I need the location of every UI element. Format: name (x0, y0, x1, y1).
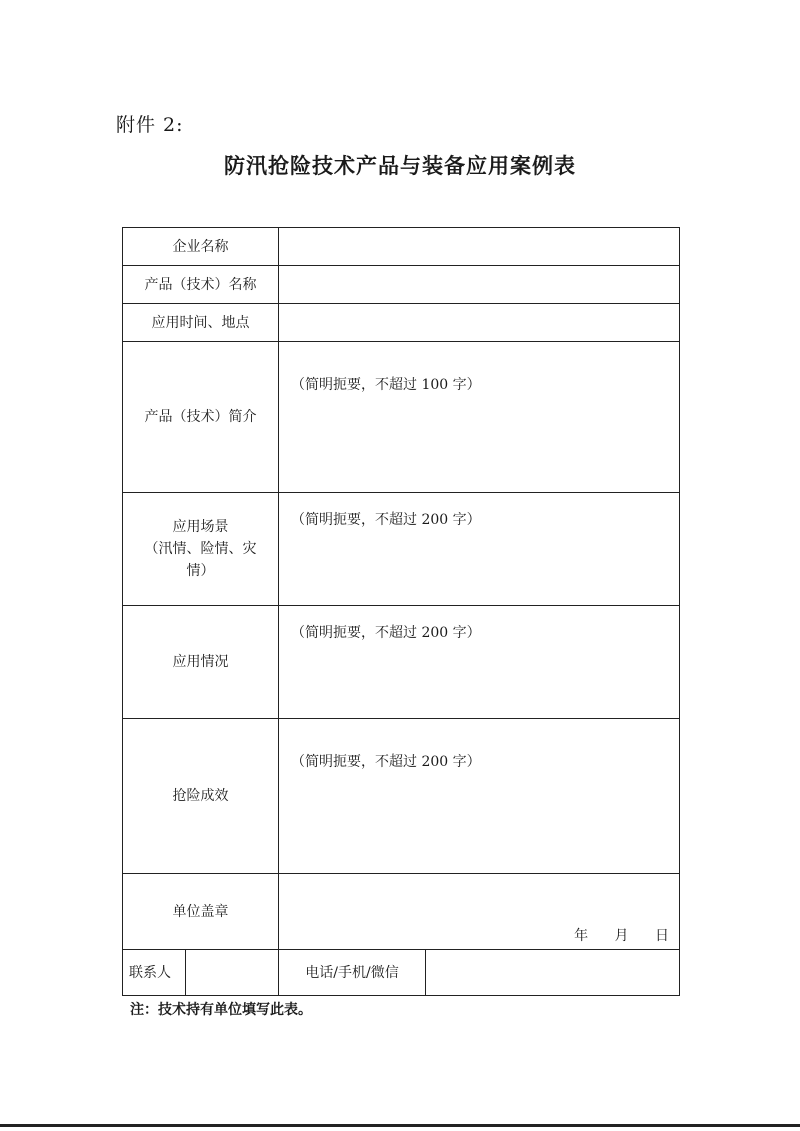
page-title: 防汛抢险技术产品与装备应用案例表 (224, 153, 576, 178)
input-effect[interactable]: （简明扼要，不超过 200 字） (279, 719, 680, 874)
date-year: 年 (574, 928, 589, 944)
label-effect: 抢险成效 (123, 719, 279, 874)
table-row (123, 342, 680, 493)
label-scenario (123, 493, 279, 606)
input-scenario[interactable]: （简明扼要，不超过 200 字） (279, 493, 680, 606)
table-row (123, 606, 680, 719)
label-company-name: 企业名称 (123, 228, 279, 266)
bottom-divider (0, 1124, 800, 1127)
input-contact-person[interactable] (186, 950, 279, 996)
input-product-name[interactable] (279, 266, 680, 304)
footnote: 注：技术持有单位填写此表。 (130, 1002, 312, 1018)
label-seal: 单位盖章 (123, 874, 279, 950)
input-seal[interactable] (279, 874, 680, 950)
input-usage[interactable]: （简明扼要，不超过 200 字） (279, 606, 680, 719)
date-day: 日 (655, 928, 669, 944)
case-form-table (122, 227, 680, 996)
label-contact-person: 联系人 (123, 950, 186, 996)
table-row (123, 950, 680, 996)
table-row (123, 874, 680, 950)
label-usage: 应用情况 (123, 606, 279, 719)
label-phone: 电话/手机/微信 (279, 950, 426, 996)
label-product-name: 产品（技术）名称 (123, 266, 279, 304)
scenario-label-line3: 情） (186, 563, 215, 579)
table-row (123, 266, 680, 304)
scenario-label-line2: （汛情、险情、灾 (144, 541, 257, 557)
input-application-time-place[interactable] (279, 304, 680, 342)
table-row (123, 719, 680, 874)
table-row (123, 304, 680, 342)
table-row (123, 228, 680, 266)
input-company-name[interactable] (279, 228, 680, 266)
table-row (123, 493, 680, 606)
input-product-intro[interactable]: （简明扼要，不超过 100 字） (279, 342, 680, 493)
date-line (552, 925, 669, 945)
input-phone[interactable] (426, 950, 680, 996)
date-month: 月 (614, 928, 629, 944)
attachment-label: 附件 2: (116, 114, 184, 136)
scenario-label-line1: 应用场景 (172, 519, 229, 535)
label-application-time-place: 应用时间、地点 (123, 304, 279, 342)
label-product-intro: 产品（技术）简介 (123, 342, 279, 493)
